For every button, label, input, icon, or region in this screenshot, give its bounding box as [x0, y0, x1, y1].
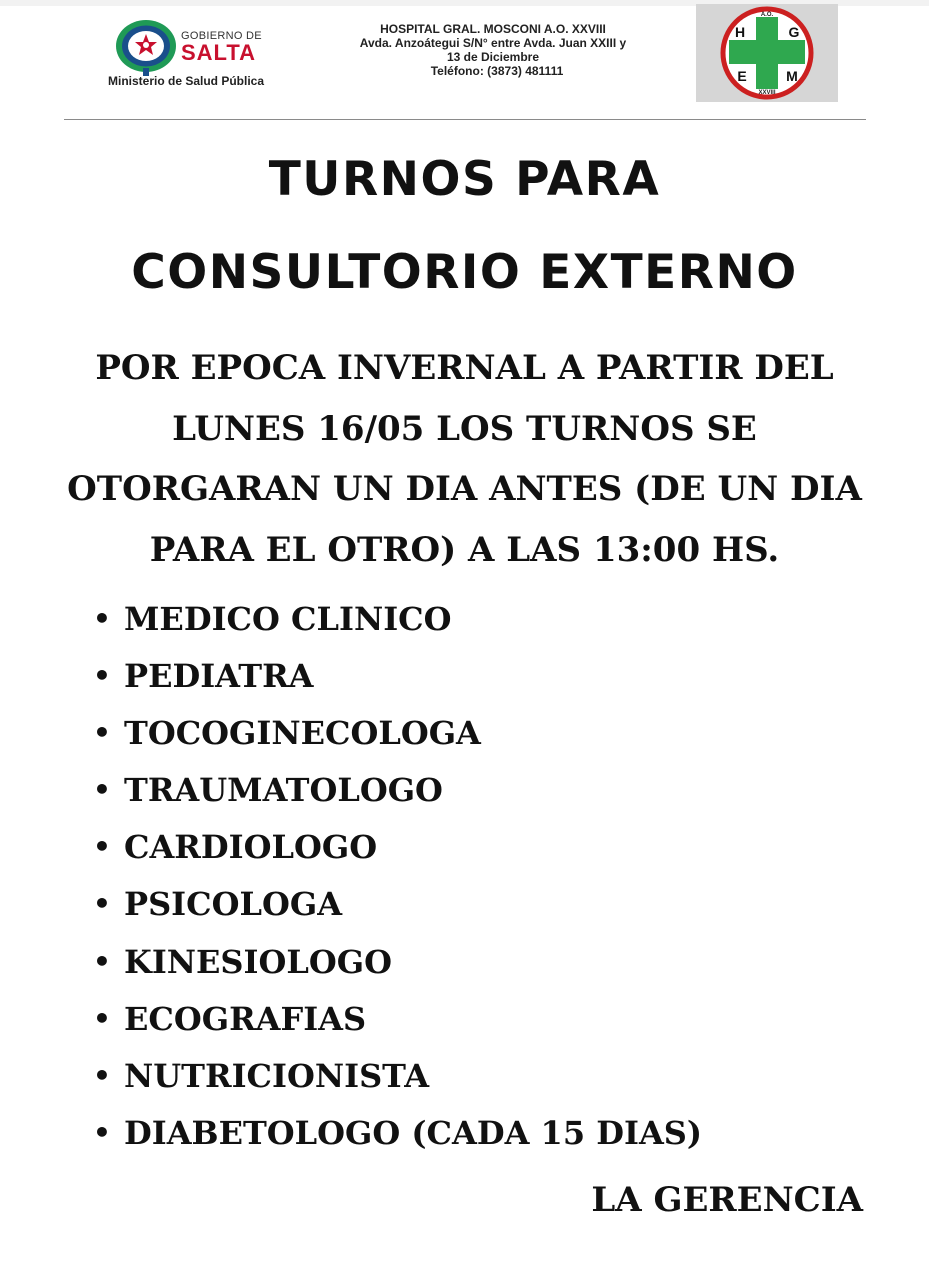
bullet-icon: • — [93, 716, 111, 750]
specialty-label: TOCOGINECOLOGA — [124, 714, 481, 753]
specialty-item — [93, 1110, 702, 1167]
bullet-icon: • — [93, 1058, 111, 1092]
specialty-item — [93, 710, 702, 767]
hospital-logo-letter-m: M — [786, 68, 798, 84]
hospital-name: HOSPITAL GRAL. MOSCONI A.O. XXVIII — [380, 22, 606, 36]
hospital-phone: Teléfono: (3873) 481111 — [430, 64, 564, 78]
title-line1: TURNOS PARA — [268, 152, 661, 207]
bullet-icon: • — [93, 773, 111, 807]
notice-text — [20, 338, 909, 580]
specialty-item — [93, 996, 702, 1053]
specialty-label: MEDICO CLINICO — [124, 600, 452, 638]
bullet-icon: • — [93, 887, 111, 921]
specialty-label: KINESIOLOGO — [124, 942, 392, 981]
specialty-label: NUTRICIONISTA — [124, 1056, 430, 1095]
hospital-logo-letter-e: E — [737, 68, 747, 84]
salta-emblem-icon — [114, 18, 178, 78]
bullet-icon: • — [93, 944, 111, 978]
specialties-list — [93, 596, 702, 1167]
bullet-icon: • — [93, 1115, 111, 1149]
government-logo — [68, 18, 308, 92]
ministry-label: Ministerio de Salud Pública — [107, 74, 265, 88]
notice-line: LUNES 16/05 LOS TURNOS SE — [172, 408, 757, 449]
hospital-logo-top-text: A.O. — [760, 12, 774, 18]
specialty-item — [93, 767, 702, 824]
hospital-logo-letter-g: G — [788, 24, 800, 40]
bullet-icon: • — [93, 659, 111, 693]
notice-line: PARA EL OTRO) A LAS 13:00 HS. — [149, 529, 780, 570]
signature: LA GERENCIA — [591, 1180, 863, 1220]
government-logo-salta: SALTA — [181, 40, 257, 65]
government-logo-line1: GOBIERNO DE — [181, 30, 262, 42]
specialty-label: ECOGRAFIAS — [124, 999, 367, 1038]
hospital-logo-bottom-text: XXVIII — [758, 90, 776, 96]
specialty-label: PSICOLOGA — [124, 885, 343, 924]
hospital-cross-logo-icon — [696, 4, 838, 102]
hospital-logo-letter-h: H — [734, 24, 746, 40]
specialty-item — [93, 1053, 702, 1110]
bullet-icon: • — [93, 830, 111, 864]
notice-line: POR EPOCA INVERNAL A PARTIR DEL — [95, 348, 834, 388]
specialty-item — [93, 596, 702, 653]
specialty-item — [93, 824, 702, 881]
hospital-logo — [696, 4, 838, 102]
hospital-address-line2: 13 de Diciembre — [446, 50, 540, 64]
specialty-label: DIABETOLOGO (CADA 15 DIAS) — [124, 1113, 703, 1152]
specialty-item — [93, 939, 702, 996]
notice-line: OTORGARAN UN DIA ANTES (DE UN DIA — [67, 469, 862, 509]
specialty-item — [93, 653, 702, 710]
specialty-label: CARDIOLOGO — [124, 828, 378, 867]
bullet-icon: • — [93, 602, 111, 635]
title-line2: CONSULTORIO EXTERNO — [131, 245, 798, 300]
header-divider — [64, 119, 866, 120]
bullet-icon: • — [93, 1001, 111, 1035]
specialty-item — [93, 881, 702, 938]
hospital-info — [328, 22, 658, 78]
specialty-label: TRAUMATOLOGO — [124, 771, 443, 810]
specialty-label: PEDIATRA — [124, 657, 314, 696]
hospital-address-line1: Avda. Anzoátegui S/N° entre Avda. Juan XXIII y — [359, 36, 627, 50]
